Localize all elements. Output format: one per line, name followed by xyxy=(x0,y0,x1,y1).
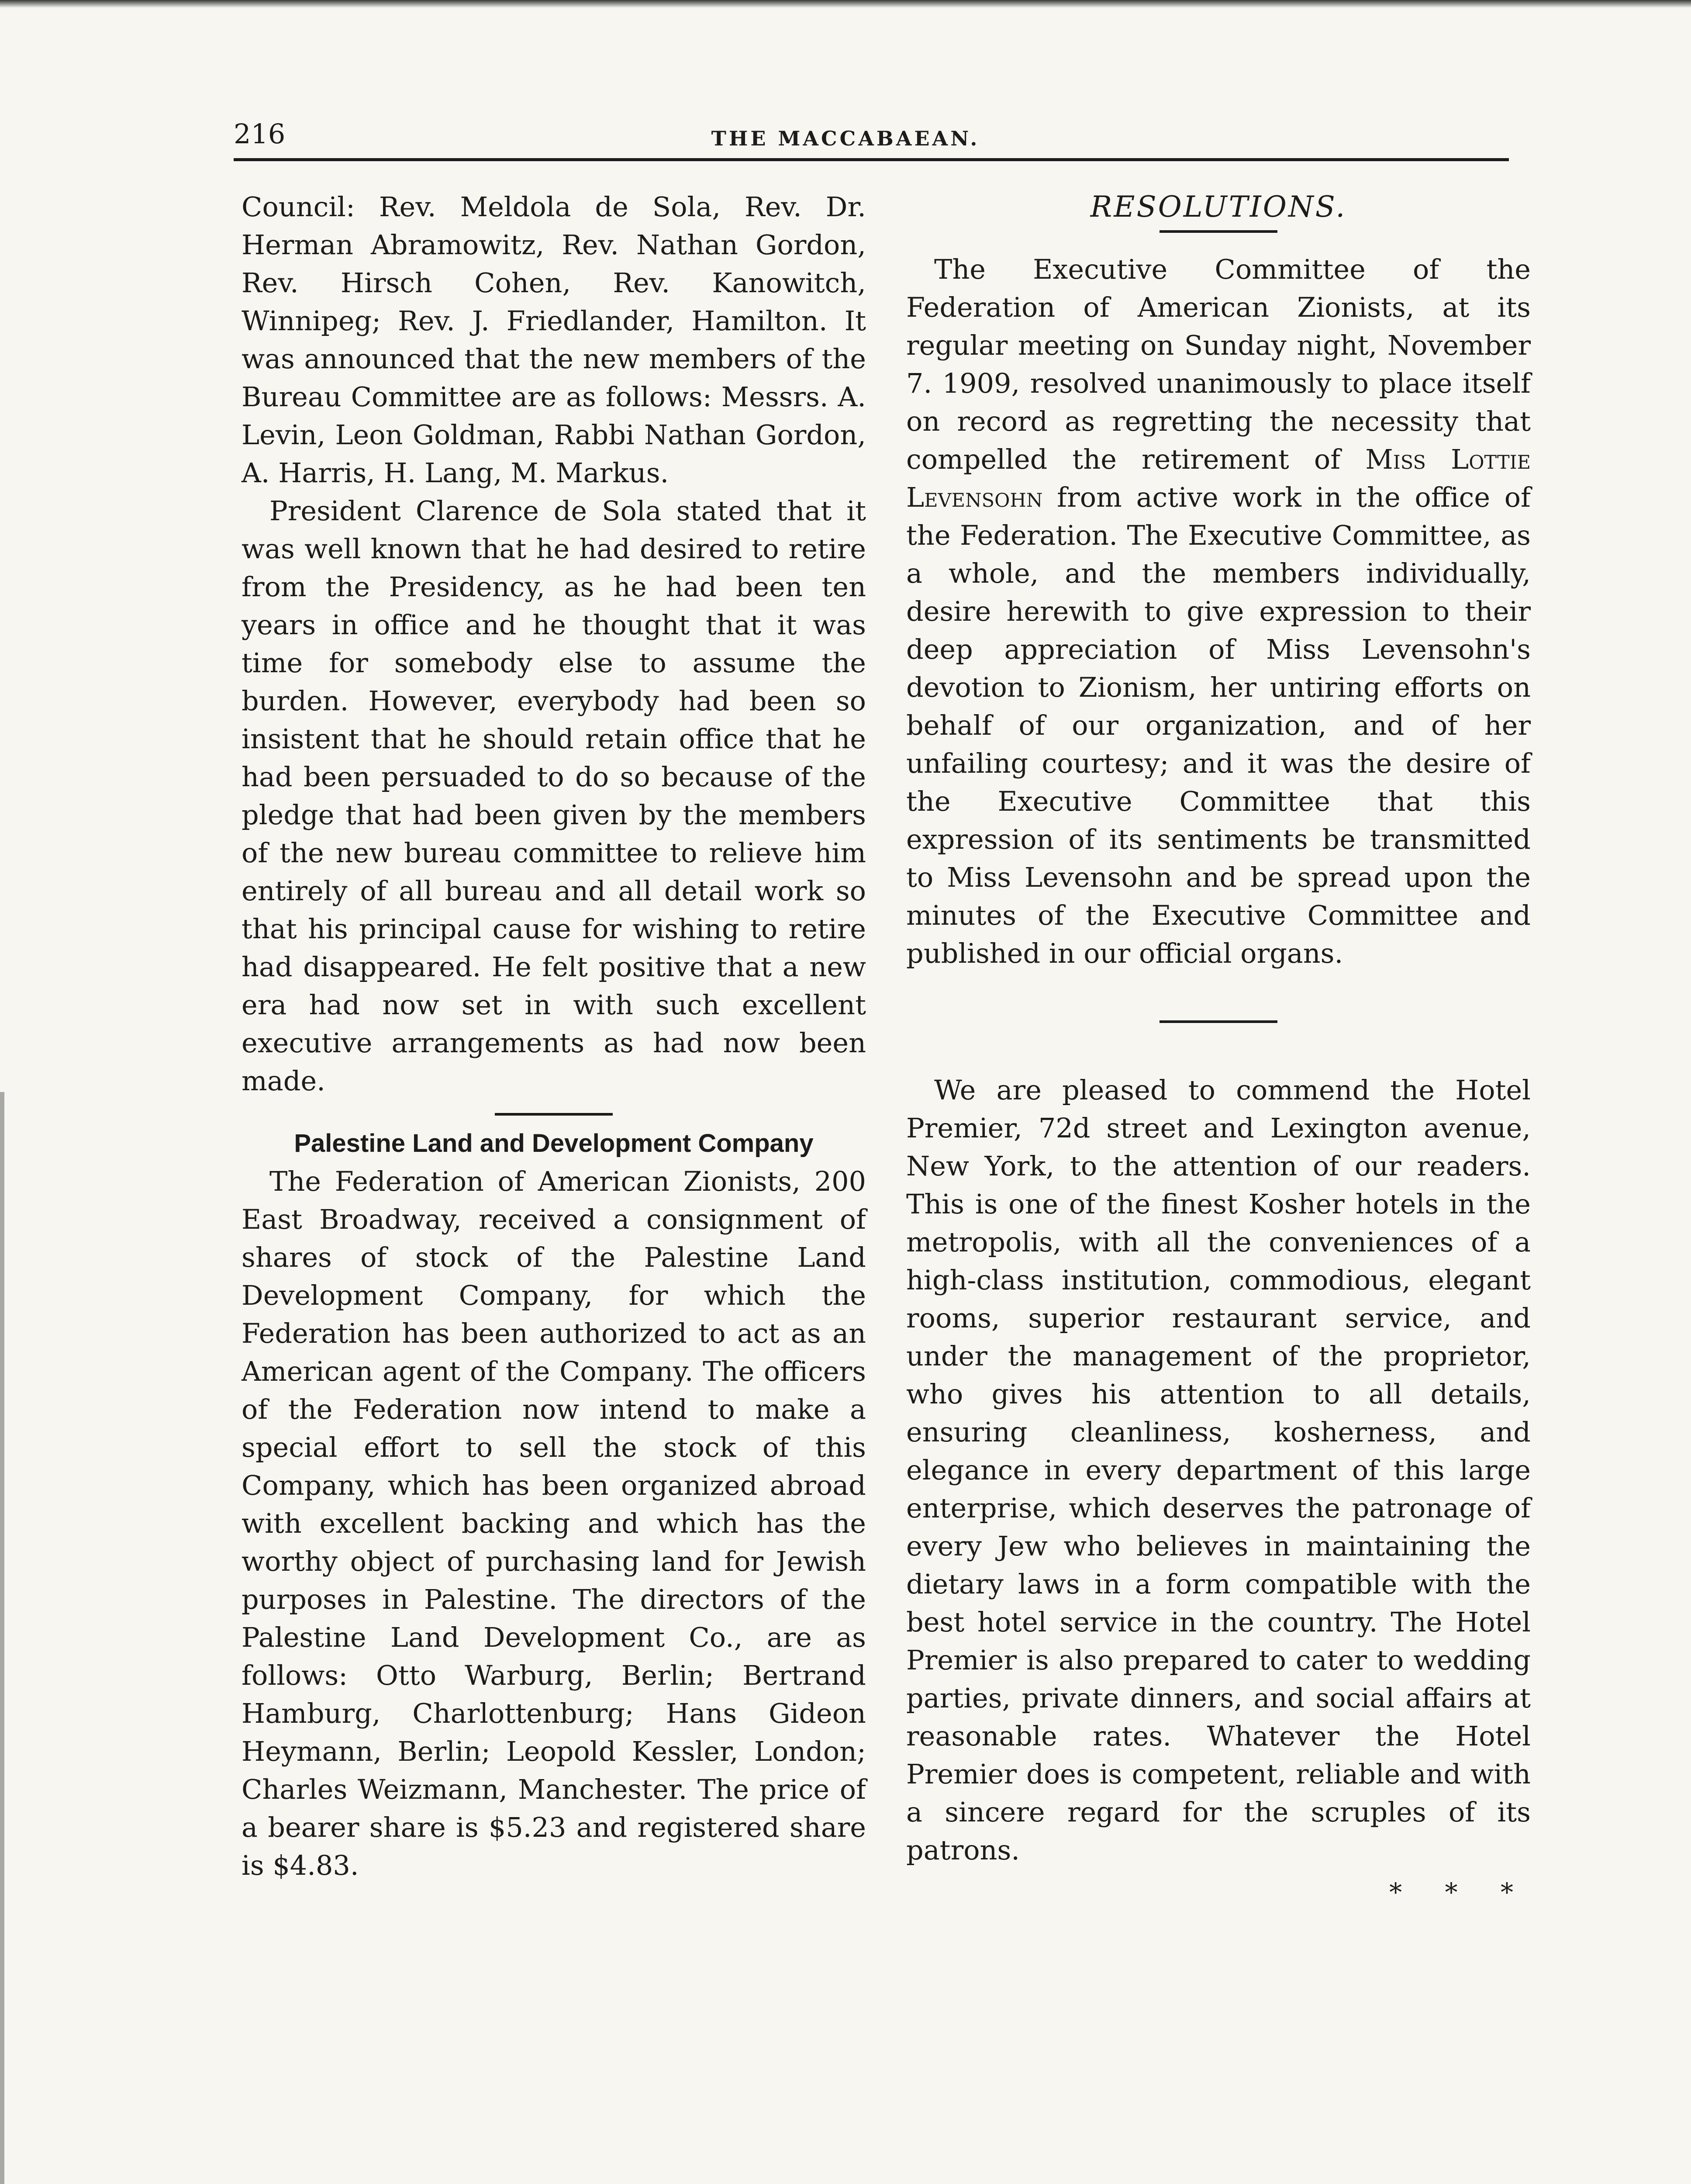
page-number: 216 xyxy=(234,118,286,150)
honoree-name: Miss Lottie Levensohn xyxy=(906,443,1531,513)
paragraph-president: President Clarence de Sola stated that it was well known that he had desired to retire from the Presidency, as he had been ten years in office and he thought that it was time for somebody else to assume the burden. However, everybody had been so insistent that he should retain office that he had been persuaded to do so because of the pledge that had been given by the members of the new bureau committee to relieve him entirely of all bureau and all detail work so that his principal cause for wishing to retire had disappeared. He felt positive that a new era had now set in with such excellent executive arrangements as had now been made. xyxy=(242,495,866,1097)
spacer xyxy=(242,1116,866,1124)
asterisms: * * * xyxy=(1389,1877,1531,1907)
paragraph-hotel-premier: We are pleased to commend the Hotel Premier, 72d street and Lexington avenue, New York, to the attention of our readers. This is one of the finest Kosher hotels in the metropolis, with all the conveniences of a high-class institution, commodious, elegant rooms, superior restaurant service, and under the management of the proprietor, who gives his attention to all details, ensuring cleanliness, kosherness, and elegance in every department of this large enterprise, which deserves the patronage of every Jew who believes in maintaining the dietary laws in a form compatible with the best hotel service in the country. The Hotel Premier is also prepared to cater to wedding parties, private dinners, and social affairs at reasonable rates. Whatever the Hotel Premier does is competent, reliable and with a sincere regard for the scruples of its patrons. xyxy=(906,1074,1531,1866)
paragraph-palestine: The Federation of American Zionists, 200 East Broadway, received a consignment of shares of stock of the Palestine Land Development Company, for which the Federation has been authorized to act as an American agent of the Company. The officers of the Federation now intend to make a special effort to sell the stock of this Company, which has been organized abroad with excellent backing and which has the worthy object of purchasing land for Jewish purposes in Palestine. The directors of the Palestine Land Development Co., are as follows: Otto Warburg, Berlin; Bertrand Hamburg, Charlottenburg; Hans Gideon Heymann, Berlin; Leopold Kessler, London; Charles Weizmann, Manchester. The price of a bearer share is $5.23 and registered share is $4.83. xyxy=(242,1165,866,1881)
right-column xyxy=(906,188,1531,1911)
running-head: THE MACCABAEAN. xyxy=(711,127,980,150)
spacer xyxy=(906,1023,1531,1071)
left-column xyxy=(242,188,866,1884)
resolutions-title: RESOLUTIONS. xyxy=(1090,190,1347,224)
scan-top-edge xyxy=(0,0,1691,8)
spacer xyxy=(906,972,1531,1020)
section-title-palestine: Palestine Land and Development Company xyxy=(294,1129,814,1158)
header-rule xyxy=(234,158,1509,161)
paragraph-council: Council: Rev. Meldola de Sola, Rev. Dr. Herman Abramowitz, Rev. Nathan Gordon, Rev. Hirsch Cohen, Rev. Kanowitch, Winnipeg; Rev. J. Friedlander, Hamilton. It was announced that the new members of the Bureau Committee are as follows: Messrs. A. Levin, Leon Goldman, Rabbi Nathan Gordon, A. Harris, H. Lang, M. Markus. xyxy=(242,191,866,489)
scan-left-edge xyxy=(0,1092,4,2184)
spacer xyxy=(906,233,1531,250)
resolutions-text-start: The Executive Committee of the Federation of American Zionists, at its regular meeting on Sunday night, November 7. 1909, resolved unanimously to place itself on record as regretting the necessity that compelled the retirement of xyxy=(906,253,1531,475)
spacer xyxy=(242,1100,866,1113)
paragraph-resolutions xyxy=(906,250,1531,972)
resolutions-text-end: from active work in the office of the Federation. The Executive Committee, as a whole, and the members individually, desire herewith to give expression to their deep appreciation of Miss Levensohn's devotion to Zionism, her untiring efforts on behalf of our organization, and of her unfailing courtesy; and it was the desire of the Executive Committee that this expression of its sentiments be transmitted to Miss Levensohn and be spread upon the minutes of the Executive Committee and published in our official organs. xyxy=(906,481,1531,969)
